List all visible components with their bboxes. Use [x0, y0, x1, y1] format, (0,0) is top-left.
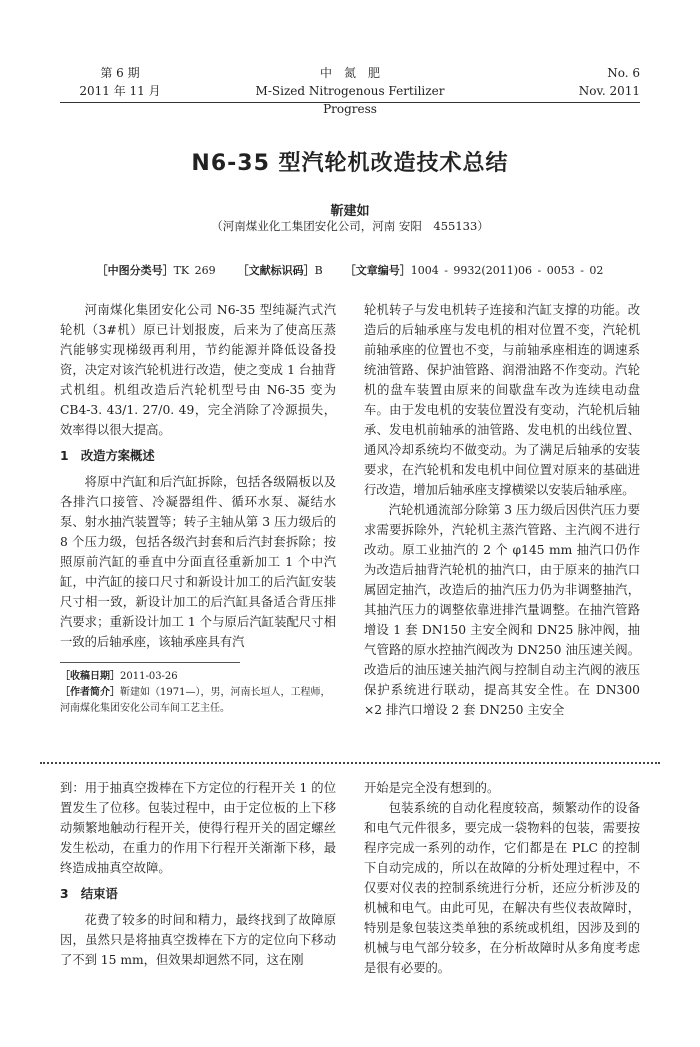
upper-left-column: [60, 300, 336, 652]
prev-article-text: 到：用于抽真空拨棒在下方定位的行程开关 1 的位置发生了位移。包装过程中，由于定位板的上下移动频繁地触动行程开关，使得行程开关的固定螺丝发生松动，在重力的作用下行程开关渐渐下移，最终造成抽真空故障。: [60, 781, 336, 875]
section-1-paragraph: 将原中汽缸和后汽缸拆除，包括各级隔板以及各排汽口接管、冷凝器组件、循环水泵、凝结水泵、射水抽汽装置等；转子主轴从第 3 压力级后的 8 个压力级，包括各级汽封套和后汽封套拆除；按照原前汽缸的垂直中分面直径重新加工 1 个中汽缸，中汽缸的接口尺寸和新设计加工的后汽缸安装尺寸相一致，新设计加工的后汽缸具备适合背压排汽要求；重新设计加工 1 个与原后汽缸装配尺寸相一致的后轴承座，该轴承座具有汽: [60, 475, 336, 649]
conclusion-continued: 开始是完全没有想到的。: [364, 781, 500, 795]
header-right: [560, 64, 640, 100]
intro-paragraph: 河南煤化集团安化公司 N6-35 型纯凝汽式汽轮机（3#机）原已计划报废，后来为了使高压蒸汽能够实现梯级再利用，节约能源并降低设备投资，决定对该汽轮机进行改造，使之变成 1 台抽背式机组。机组改造后汽轮机型号由 N6-35 变为 CB4-3. 43/1. 27/0. 49，完全消除了冷源损失，效率得以很大提高。: [60, 303, 336, 437]
received-value: 2011-03-26: [120, 671, 178, 682]
classification-line: [60, 262, 640, 278]
issue-number-en: No. 6: [607, 66, 640, 80]
author-bio: [60, 685, 340, 717]
received-label: ［收稿日期］: [60, 671, 120, 682]
clc-value: TK 269: [173, 264, 216, 277]
article-author: 靳建如: [330, 204, 370, 219]
conclusion-paragraph: 花费了较多的时间和精力，最终找到了故障原因，虽然只是将抽真空拨棒在下方的定位向下移动了不到 15 mm，但效果却迥然不同，这在刚: [60, 913, 336, 967]
journal-name-en: M-Sized Nitrogenous Fertilizer Progress: [255, 84, 445, 116]
article-separator: [40, 762, 660, 764]
continued-paragraph: 轮机转子与发电机转子连接和汽缸支撑的功能。改造后的后轴承座与发电机的相对位置不变，汽轮机前轴承座的位置也不变，与前轴承座相连的调速系统油管路、保护油管路、润滑油路不作变动。汽轮机的盘车装置由原来的间歇盘车改为连续电动盘车。由于发电机的安装位置没有变动，汽轮机后轴承、发电机前轴承的油管路、发电机的出线位置、通风冷却系统均不做变动。为了满足后轴承的安装要求，在汽轮机和发电机中间位置对原来的基础进行改造，增加后轴承座支撑横梁以安装后轴承座。: [364, 303, 640, 497]
author-bio-label: ［作者简介］: [60, 687, 120, 698]
header-left: [60, 64, 180, 100]
header-center: [235, 64, 465, 118]
lower-right-column: [364, 778, 640, 978]
footnote-rule: [60, 662, 240, 663]
doc-code-value: B: [314, 264, 323, 277]
lower-left-column: [60, 778, 336, 970]
issue-number: 第 6 期: [100, 66, 140, 80]
section-heading-3: 3 结束语: [60, 887, 118, 901]
author-affiliation: （河南煤业化工集团安化公司，河南 安阳 455133）: [211, 219, 489, 233]
header-rule: [60, 102, 640, 103]
footnote: [60, 662, 340, 717]
flow-section-paragraph: 汽轮机通流部分除第 3 压力级后因供汽压力要求需要拆除外，汽轮机主蒸汽管路、主汽阀不进行改动。原工业抽汽的 2 个 φ145 mm 抽汽口仍作为改造后抽背汽轮机的抽汽口，由于原来的抽汽口属固定抽汽，改造后的抽汽压力仍为非调整抽汽，其抽汽压力的调整依靠进排汽量调整。在抽汽管路增设 1 套 DN150 主安全阀和 DN25 脉冲阀，抽气管路的原水控抽汽阀改为 DN250 油压速关阀。改造后的油压速关抽汽阀与控制自动主汽阀的液压保护系统进行联动，提高其安全性。在 DN300 ×2 排汽口增设 2 套 DN250 主安全: [364, 503, 640, 717]
clc-label: ［中图分类号］: [96, 264, 174, 277]
issue-date: 2011 年 11 月: [79, 84, 161, 98]
author-bio-value: 靳建如（1971—），男，河南长垣人，工程师，河南煤化集团安化公司车间工艺主任。: [60, 687, 331, 714]
running-header: [60, 64, 640, 116]
section-heading-1: 1 改造方案概述: [60, 449, 155, 463]
doc-code-label: ［文献标识码］: [237, 264, 315, 277]
issue-date-en: Nov. 2011: [578, 84, 640, 98]
article-title: N6-35 型汽轮机改造技术总结: [191, 151, 509, 176]
journal-name-cn: 中 氮 肥: [319, 66, 380, 80]
upper-right-column: [364, 300, 640, 720]
conclusion-paragraph-2: 包装系统的自动化程度较高，频繁动作的设备和电气元件很多，要完成一袋物料的包装，需要按程序完成一系列的动作，它们都是在 PLC 的控制下自动完成的，所以在故障的分析处理过程中，不仅要对仪表的控制系统进行分析，还应分析涉及的机械和电气。由此可见，在解决有些仪表故障时，特别是象包装这类单独的系统或机组，因涉及到的机械与电气部分较多，在分析故障时从多角度考虑是很有必要的。: [364, 801, 640, 975]
received-date: [60, 669, 340, 685]
article-number-label: ［文章编号］: [344, 264, 411, 277]
article-number-value: 1004 - 9932(2011)06 - 0053 - 02: [410, 264, 604, 277]
